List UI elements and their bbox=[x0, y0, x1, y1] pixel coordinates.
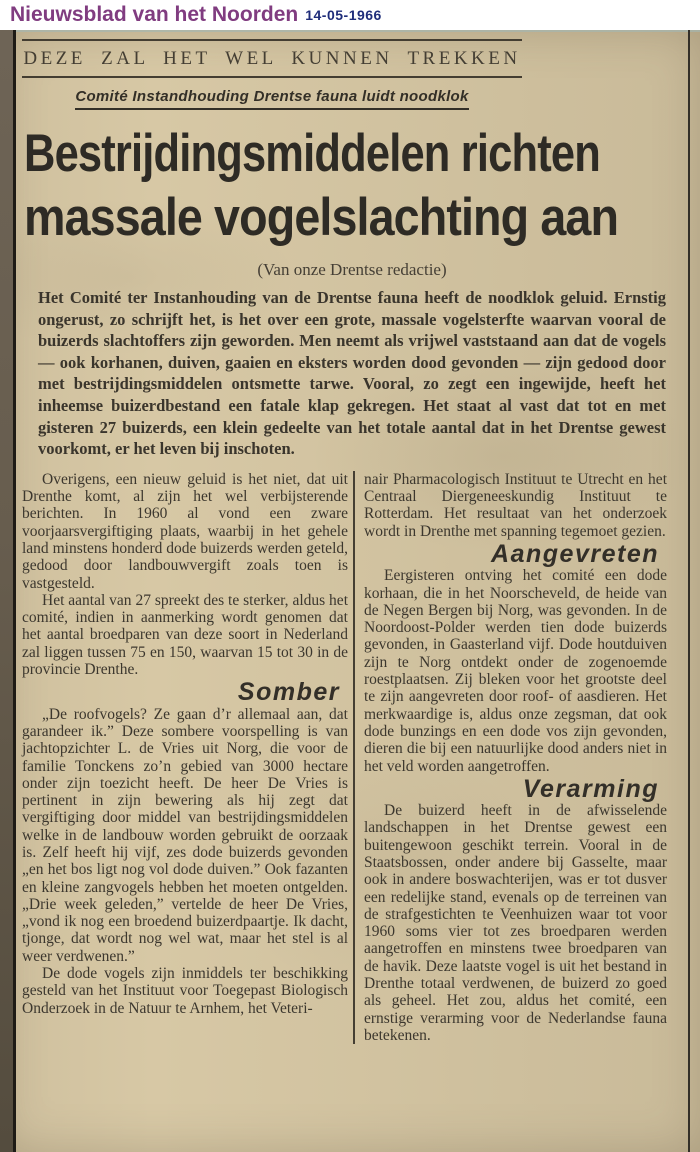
article-paragraph: Het aantal van 27 spreekt des te sterker, aldus het comité, indien in aanmerking wordt genomen dat het aantal broedparen van deze soort in Nederland zal liggen tussen 75 en 150, waarvan 15 tot 30 in de provincie Drenthe. bbox=[22, 591, 348, 679]
byline: (Van onze Drentse redactie) bbox=[257, 260, 447, 279]
article-paragraph: Overigens, een nieuw geluid is het niet, dat uit Drenthe komt, al zijn het wel verbijsterende berichten. In 1960 al vond een zware voorjaarsvergiftiging plaats, waarbij in het gehele land minstens honderd dode buizerds werden geteld, gedood door landbouwvergift zoals toen is vastgesteld. bbox=[22, 470, 348, 592]
article-columns bbox=[22, 471, 682, 1045]
masthead bbox=[0, 0, 700, 30]
subkicker-headline: Comité Instandhouding Drentse fauna luidt noodklok bbox=[75, 88, 468, 110]
newspaper-clipping bbox=[0, 30, 700, 1152]
kicker-block bbox=[22, 39, 522, 78]
article-paragraph: Eergisteren ontving het comité een dode korhaan, die in het Noorscheveld, de heide van de Negen Bergen bij Norg, was gevonden. In de Noordoost-Polder werden tien dode buizerds gevonden, in Gaasterland vijf. Dode houtduiven zijn te Norg ontdekt onder de zogenoemde roestplaatsen. Zij bleken voor het grootste deel te zijn aangevreten door roof- of aasdieren. Het merkwaardige is, aldus onze zegsman, dat ook dode bunzings en een dode vos zijn gevonden, dieren die bij een natuurlijke dood anders niet in het veld worden aangetroffen. bbox=[364, 567, 667, 775]
article-paragraph: De dode vogels zijn inmiddels ter beschikking gesteld van het Instituut voor Toegepast Biologisch Onderzoek in de Natuur te Arnhem, het Veteri- bbox=[22, 965, 348, 1017]
newspaper-title: Nieuwsblad van het Noorden bbox=[10, 3, 299, 26]
section-subhead: Somber bbox=[237, 678, 340, 707]
lead-paragraph: Het Comité ter Instanhouding van de Drentse fauna heeft de noodklok geluid. Ernstig ongerust, zo schrijft het, is het over een grote, massale vogelsterfte waarvan vooral de buizerds slachtoffers zijn geworden. Men neemt als vrijwel vaststaand aan dat de vogels — ook korhanen, duiven, gaaien en eksters worden dood gevonden — zijn gedood door met bestrijdingsmiddelen ontsmette tarwe. Vooral, zo zegt een ingewijde, heeft het inheemse buizerdbestand een fatale klap gekregen. Het staat al vast dat tot en met gisteren 27 buizerds, een klein gedeelte van het totale aantal dat in het Drentse gewest voorkomt, er het leven bij inschoten. bbox=[38, 288, 666, 459]
column-right bbox=[355, 471, 682, 1045]
article-paragraph: nair Pharmacologisch Instituut te Utrecht en het Centraal Diergeneeskundig Instituut te Rotterdam. Het resultaat van het onderzoek wordt in Drenthe met spanning tegemoet gezien. bbox=[364, 470, 667, 540]
section-subhead: Verarming bbox=[522, 774, 659, 803]
section-subhead: Aangevreten bbox=[491, 539, 659, 568]
article-paragraph: „De roofvogels? Ze gaan d’r allemaal aan, dat garandeer ik.” Deze sombere voorspelling is van jachtopzichter L. de Vries uit Norg, die voor de familie Tonckens zo’n gebied van 3000 hectare onder zijn toezicht heeft. De heer De Vries is pertinent in zijn bewering als hij zegt dat vergiftiging door middel van bestrijdingsmiddelen welke in de landbouw worden gebruikt de oorzaak is. Zelf heeft hij vijf, zes dode buizerds gevonden „en het bos ligt nog vol dode duiven.” Ook fazanten en kleine zangvogels hebben het moeten ontgelden. „Drie week geleden,” vertelde de heer De Vries, „vond ik nog een broedend buizerdpaartje. Ik dacht, tjonge, dat wordt nog wel wat, maar het stel is al weer verdwenen.” bbox=[22, 705, 348, 965]
headline-line-2: massale vogelslachting aan bbox=[24, 188, 619, 247]
article-paragraph: De buizerd heeft in de afwisselende landschappen in het Drentse gewest een buitengewoon geschikt terrein. Vooral in de Staatsbossen, onder andere bij Gasselte, maar ook in andere boswachterijen, was er tot dusver een redelijke stand, evenals op de terreinen van de strafgestichten te Veenhuizen waar tot voor 1960 soms vier tot zes broedparen werden aangetroffen en minstens twee broedparen van de havik. Deze laatste vogel is uit het bestand in Drenthe totaal verdwenen, de buizerd zo goed als geheel. Het zou, aldus het comité, een ernstige verarming voor de Nederlandse fauna betekenen. bbox=[364, 802, 667, 1044]
headline-line-1: Bestrijdingsmiddelen richten bbox=[24, 124, 600, 183]
kicker-rule-bottom bbox=[22, 76, 522, 78]
article-content bbox=[22, 30, 682, 1152]
column-left bbox=[22, 471, 348, 1045]
main-headline bbox=[24, 122, 682, 250]
clipping-left-edge bbox=[0, 30, 13, 1152]
kicker-headline: DEZE ZAL HET WEL KUNNEN TREKKEN bbox=[23, 48, 521, 69]
issue-date: 14-05-1966 bbox=[305, 7, 382, 23]
clipping-left-rule bbox=[13, 30, 16, 1152]
clipping-right-rule bbox=[688, 30, 690, 1152]
subkicker-wrap bbox=[22, 88, 522, 110]
